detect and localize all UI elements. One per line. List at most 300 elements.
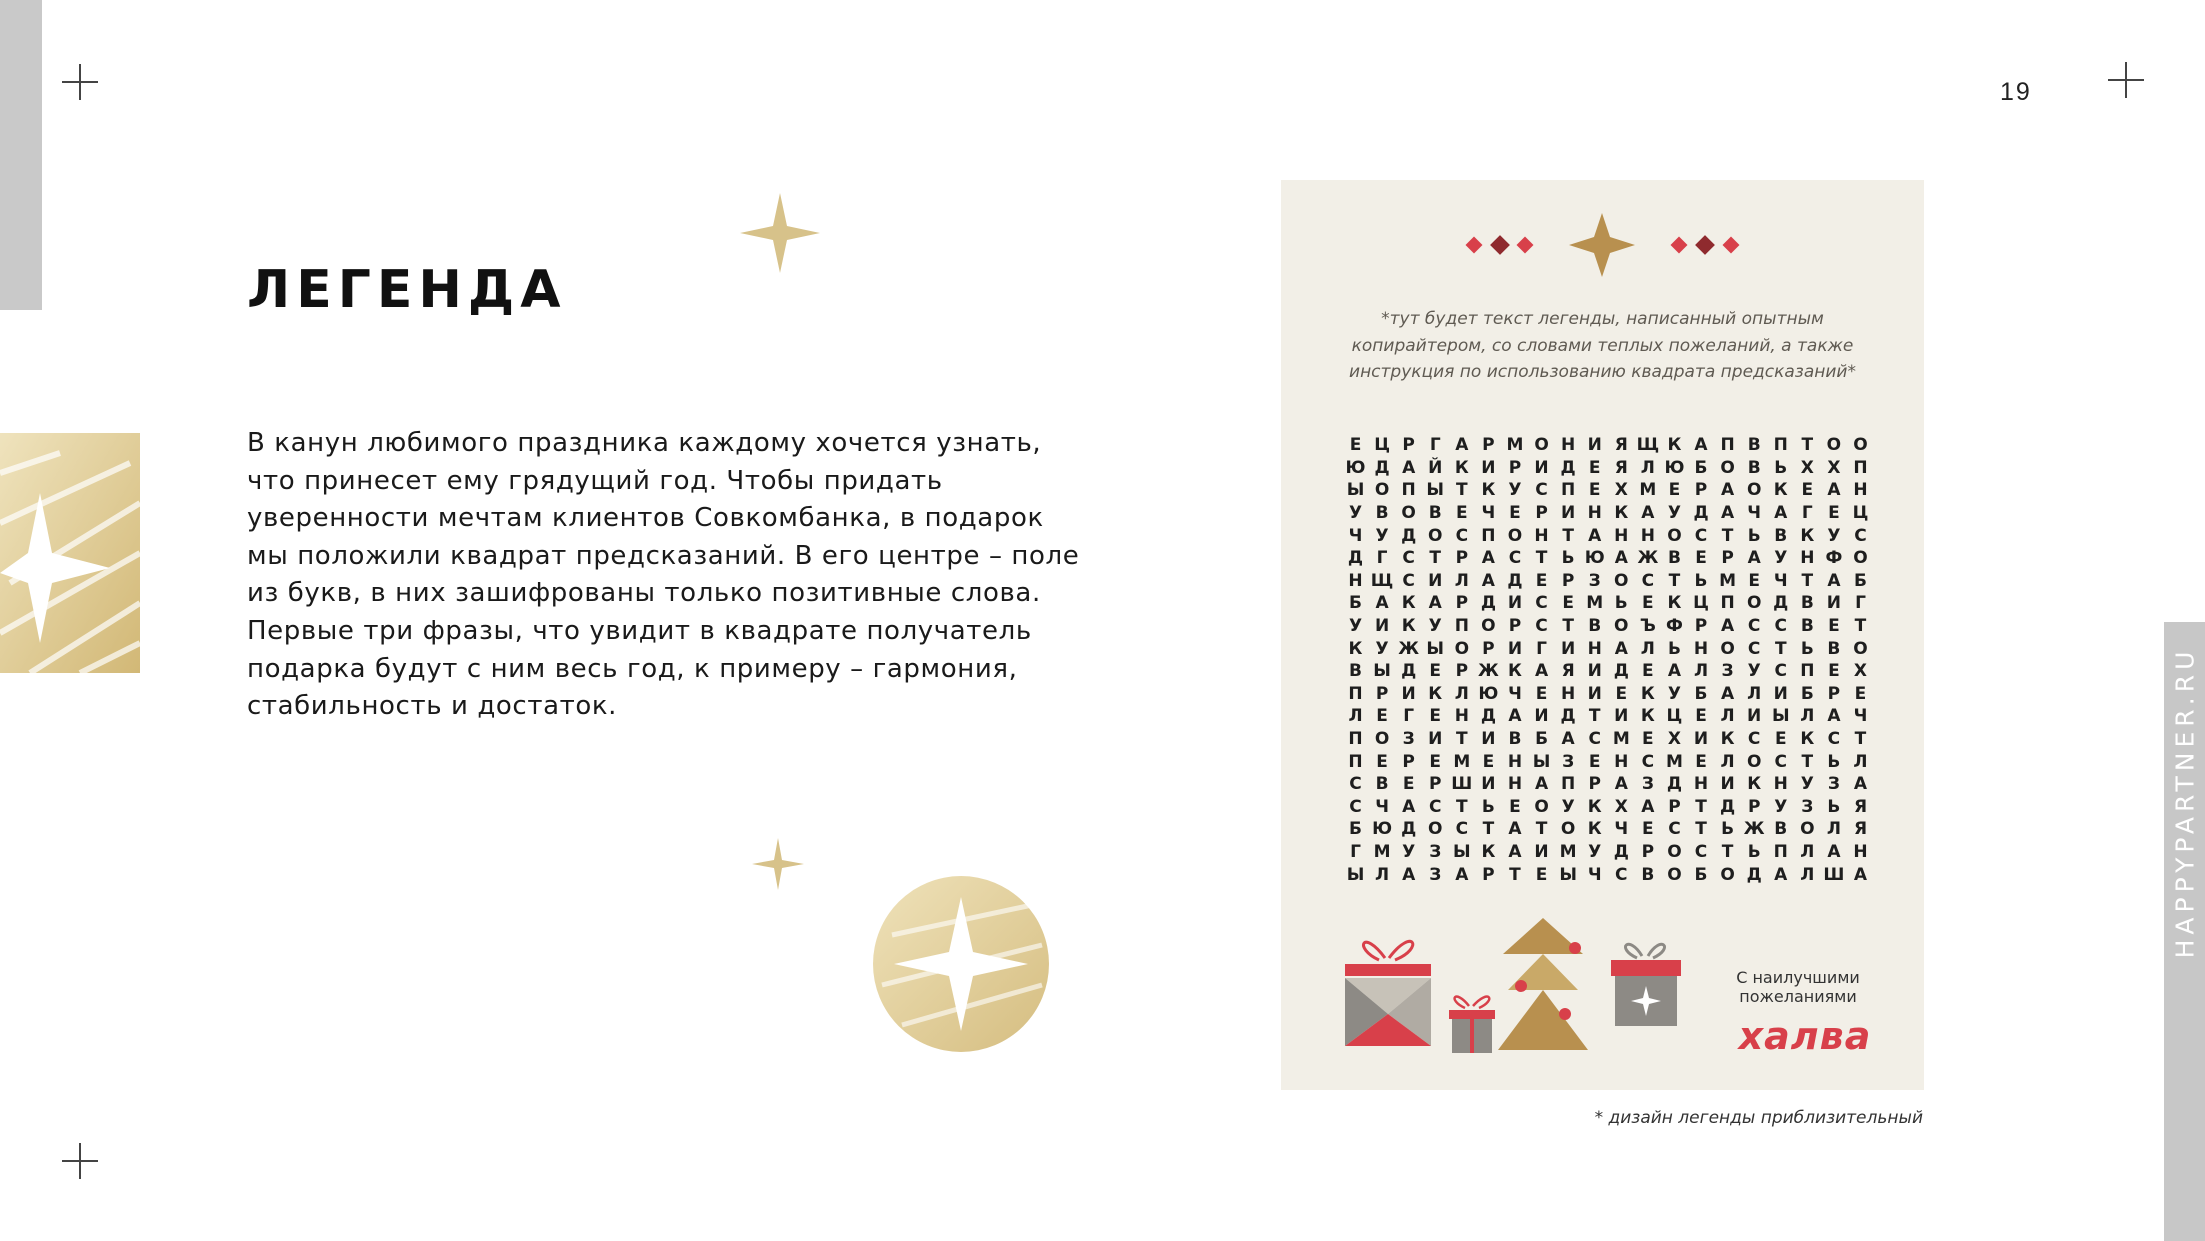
grid-letter: А (1508, 841, 1522, 862)
grid-letter: Ч (1348, 525, 1363, 546)
grid-letter: Р (1455, 593, 1469, 614)
grid-letter: Т (1562, 616, 1574, 637)
grid-letter: А (1375, 593, 1389, 614)
grid-letter: Ю (1664, 457, 1685, 478)
grid-letter: У (1375, 638, 1389, 659)
grid-letter: Ш (1451, 774, 1473, 795)
grid-letter: Т (1721, 841, 1734, 862)
grid-letter: Р (1641, 841, 1655, 862)
grid-letter: Ь (1667, 638, 1681, 659)
grid-letter: Р (1402, 435, 1415, 456)
grid-letter: Т (1509, 864, 1521, 885)
grid-letter: Л (1454, 683, 1469, 704)
grid-letter: Е (1429, 661, 1442, 682)
grid-letter: Р (1668, 796, 1681, 817)
grid-letter: Й (1428, 457, 1443, 478)
grid-letter: С (1668, 819, 1681, 840)
grid-letter: А (1641, 503, 1655, 524)
card-ornament (1455, 210, 1755, 280)
grid-letter: Е (1588, 457, 1601, 478)
grid-letter: С (1827, 729, 1841, 750)
grid-letter: Н (1614, 525, 1629, 546)
grid-letter: Д (1480, 706, 1496, 727)
grid-letter: Ц (1666, 706, 1683, 727)
grid-letter: Т (1854, 616, 1867, 637)
grid-letter: Д (1613, 661, 1629, 682)
grid-letter: И (1534, 706, 1549, 727)
grid-letter: У (1561, 796, 1575, 817)
grid-letter: Н (1587, 503, 1602, 524)
grid-letter: Е (1801, 480, 1814, 501)
grid-row (1343, 457, 1873, 480)
grid-letter: Р (1747, 796, 1761, 817)
grid-letter: Д (1720, 796, 1736, 817)
grid-letter: К (1614, 503, 1629, 524)
card-footnote: * дизайн легенды приблизительный (1594, 1108, 1923, 1128)
grid-letter: К (1454, 457, 1469, 478)
grid-letter: Т (1456, 796, 1468, 817)
grid-letter: И (1428, 570, 1443, 591)
grid-letter: Щ (1370, 570, 1394, 591)
grid-letter: Н (1773, 774, 1788, 795)
grid-letter: Н (1534, 525, 1549, 546)
grid-letter: Р (1482, 638, 1495, 659)
grid-letter: Л (1800, 841, 1815, 862)
grid-letter: О (1826, 435, 1842, 456)
grid-letter: В (1375, 774, 1389, 795)
grid-letter: Н (1853, 841, 1868, 862)
grid-letter: К (1587, 796, 1602, 817)
grid-letter: Е (1535, 683, 1548, 704)
left-edge-tab (0, 0, 42, 310)
grid-letter: Ц (1374, 435, 1390, 456)
grid-letter: Ы (1453, 841, 1471, 862)
grid-letter: П (1454, 616, 1469, 637)
grid-letter: Г (1536, 638, 1547, 659)
grid-letter: А (1588, 525, 1602, 546)
grid-letter: Н (1507, 751, 1523, 772)
grid-letter: Р (1429, 774, 1442, 795)
grid-letter: Е (1695, 751, 1707, 772)
grid-letter: А (1721, 683, 1735, 704)
grid-letter: Ю (1584, 548, 1605, 569)
grid-letter: Ч (1481, 503, 1496, 524)
section-heading: ЛЕГЕНДА (247, 260, 567, 320)
grid-letter: А (1534, 774, 1549, 795)
grid-letter: Р (1588, 774, 1601, 795)
grid-letter: Г (1350, 841, 1361, 862)
grid-letter: Т (1695, 819, 1707, 840)
grid-letter: И (1826, 593, 1842, 614)
grid-letter: В (1747, 435, 1761, 456)
grid-letter: Н (1693, 638, 1709, 659)
grid-letter: Л (1826, 819, 1841, 840)
grid-letter: О (1800, 819, 1815, 840)
grid-letter: М (1665, 751, 1683, 772)
grid-letter: Е (1828, 661, 1840, 682)
grid-letter: Е (1588, 751, 1601, 772)
grid-letter: Р (1827, 683, 1841, 704)
grid-letter: Д (1666, 774, 1682, 795)
grid-letter: Н (1348, 570, 1363, 591)
grid-row (1343, 592, 1873, 615)
grid-letter: К (1720, 729, 1735, 750)
card-wishes-text: С наилучшими пожеланиями (1736, 968, 1860, 1006)
grid-row (1343, 434, 1873, 457)
grid-letter: Г (1801, 503, 1813, 524)
grid-letter: О (1534, 796, 1549, 817)
grid-letter: А (1481, 570, 1495, 591)
card-intro-text: *тут будет текст легенды, написанный опытным копирайтером, со словами теплых пожеланий, а также инструкция по использованию квадрата предсказаний* (1349, 309, 1856, 382)
grid-letter: У (1375, 525, 1389, 546)
grid-letter: Л (1720, 706, 1735, 727)
grid-letter: З (1588, 570, 1601, 591)
grid-letter: Е (1828, 503, 1840, 524)
grid-letter: Д (1560, 457, 1576, 478)
grid-letter: Д (1693, 503, 1709, 524)
grid-letter: О (1746, 480, 1762, 501)
grid-letter: Е (1429, 706, 1442, 727)
grid-letter: Ы (1532, 751, 1551, 772)
grid-letter: А (1508, 706, 1522, 727)
grid-letter: М (1719, 570, 1737, 591)
grid-letter: Я (1561, 661, 1575, 682)
grid-row (1343, 615, 1873, 638)
grid-letter: В (1588, 616, 1602, 637)
grid-letter: П (1401, 480, 1416, 501)
grid-letter: У (1800, 774, 1814, 795)
grid-letter: И (1507, 638, 1523, 659)
grid-letter: У (1428, 616, 1442, 637)
grid-letter: Г (1403, 706, 1415, 727)
grid-row (1343, 479, 1873, 502)
grid-letter: О (1481, 616, 1496, 637)
grid-letter: А (1402, 457, 1416, 478)
grid-letter: С (1694, 525, 1708, 546)
grid-letter: Т (1774, 638, 1787, 659)
brand-url-text: HAPPYPARTNER.RU (2170, 646, 2199, 958)
grid-row (1343, 502, 1873, 525)
grid-letter: Х (1614, 796, 1628, 817)
grid-letter: М (1453, 751, 1471, 772)
grid-letter: Д (1347, 548, 1364, 569)
crop-mark-bottom-left (62, 1143, 98, 1179)
grid-letter: В (1428, 503, 1442, 524)
grid-letter: У (1827, 525, 1841, 546)
grid-letter: Я (1614, 435, 1628, 456)
grid-letter: Ж (1477, 661, 1499, 682)
grid-letter: Ч (1587, 864, 1602, 885)
grid-row (1343, 683, 1873, 706)
grid-letter: О (1374, 480, 1390, 501)
grid-letter: К (1587, 819, 1602, 840)
grid-letter: Е (1695, 548, 1707, 569)
grid-letter: Ь (1561, 548, 1575, 569)
grid-letter: Ю (1478, 683, 1499, 704)
grid-letter: Ь (1827, 796, 1841, 817)
brand-vertical-label[interactable] (2164, 622, 2205, 982)
grid-letter: Е (1376, 706, 1388, 727)
grid-letter: А (1481, 548, 1495, 569)
grid-letter: Т (1456, 729, 1468, 750)
grid-letter: Т (1854, 729, 1867, 750)
grid-letter: Р (1694, 616, 1708, 637)
grid-letter: Ы (1559, 864, 1577, 885)
grid-row (1343, 660, 1873, 683)
grid-letter: Е (1615, 683, 1628, 704)
grid-letter: С (1774, 616, 1787, 637)
grid-letter: Р (1455, 548, 1469, 569)
grid-letter: Р (1508, 457, 1522, 478)
grid-letter: Ц (1852, 503, 1869, 524)
grid-letter: Х (1800, 457, 1814, 478)
grid-letter: Ы (1426, 638, 1445, 659)
grid-letter: К (1640, 683, 1655, 704)
grid-row (1343, 863, 1873, 886)
grid-row (1343, 818, 1873, 841)
page-number: 19 (2000, 78, 2032, 106)
grid-letter: Ы (1771, 706, 1790, 727)
grid-letter: Е (1535, 864, 1548, 885)
grid-letter: А (1721, 616, 1735, 637)
grid-letter: З (1402, 729, 1415, 750)
grid-letter: М (1559, 841, 1577, 862)
grid-letter: М (1639, 480, 1657, 501)
grid-letter: П (1561, 774, 1576, 795)
grid-letter: Ф (1825, 548, 1843, 569)
grid-letter: Н (1693, 774, 1709, 795)
grid-letter: С (1641, 570, 1655, 591)
grid-letter: Ъ (1639, 616, 1656, 637)
grid-letter: С (1455, 819, 1469, 840)
grid-letter: Б (1349, 593, 1362, 614)
grid-letter: Л (1693, 661, 1709, 682)
grid-letter: И (1428, 729, 1443, 750)
grid-letter: И (1720, 774, 1735, 795)
grid-letter: С (1535, 616, 1548, 637)
grid-letter: О (1454, 638, 1470, 659)
grid-letter: О (1428, 819, 1443, 840)
grid-letter: А (1747, 548, 1761, 569)
grid-letter: А (1721, 480, 1735, 501)
grid-letter: К (1481, 841, 1496, 862)
grid-letter: С (1428, 796, 1442, 817)
grid-letter: Т (1801, 751, 1814, 772)
grid-letter: Н (1614, 751, 1629, 772)
grid-letter: Ь (1800, 638, 1814, 659)
grid-letter: И (1481, 774, 1496, 795)
grid-letter: Х (1667, 729, 1681, 750)
grid-letter: С (1535, 480, 1548, 501)
grid-letter: О (1720, 457, 1735, 478)
grid-letter: С (1615, 864, 1628, 885)
grid-letter: Е (1535, 570, 1548, 591)
grid-letter: У (1667, 683, 1681, 704)
gold-star-large-icon (740, 193, 820, 273)
grid-row (1343, 524, 1873, 547)
grid-letter: С (1694, 841, 1708, 862)
grid-letter: Д (1401, 661, 1417, 682)
grid-letter: Л (1747, 683, 1762, 704)
grid-letter: О (1507, 525, 1523, 546)
grid-row (1343, 750, 1873, 773)
grid-letter: З (1801, 796, 1814, 817)
grid-letter: Ы (1346, 864, 1365, 885)
grid-letter: А (1561, 729, 1575, 750)
grid-letter: Т (1482, 819, 1495, 840)
grid-letter: А (1402, 864, 1416, 885)
grid-letter: С (1747, 729, 1761, 750)
grid-letter: Е (1402, 774, 1415, 795)
grid-letter: А (1455, 435, 1469, 456)
grid-letter: О (1614, 570, 1629, 591)
grid-letter: Д (1773, 593, 1789, 614)
grid-letter: Ч (1747, 503, 1762, 524)
grid-letter: И (1561, 503, 1576, 524)
grid-letter: Л (1853, 751, 1868, 772)
grid-letter: Т (1562, 525, 1574, 546)
grid-letter: Е (1376, 751, 1388, 772)
grid-letter: Ь (1747, 525, 1761, 546)
grid-letter: У (1774, 548, 1788, 569)
grid-letter: В (1774, 819, 1788, 840)
grid-letter: Р (1455, 661, 1469, 682)
gifts-illustration (1343, 918, 1698, 1053)
grid-letter: К (1667, 593, 1682, 614)
grid-letter: Л (1454, 570, 1469, 591)
grid-letter: А (1641, 796, 1655, 817)
grid-letter: В (1508, 729, 1522, 750)
grid-letter: С (1641, 751, 1655, 772)
grid-letter: О (1720, 638, 1735, 659)
grid-letter: А (1614, 548, 1628, 569)
grid-letter: Л (1640, 638, 1655, 659)
body-paragraph: В канун любимого праздника каждому хочется узнать, что принесет ему грядущий год. Чтобы придать уверенности мечтам клиентов Совкомбанка, в подарок мы положили квадрат предсказаний. В его центре – поле из букв, в них зашифрованы только позитивные слова. Первые три фразы, что увидит в квадрате получатель подарка будут с ним весь год, к примеру – гармония, стабильность и достаток. (247, 428, 1080, 722)
grid-letter: У (1588, 841, 1602, 862)
grid-letter: П (1348, 683, 1363, 704)
grid-letter: Л (1640, 457, 1655, 478)
grid-letter: Ю (1345, 457, 1366, 478)
grid-letter: И (1481, 457, 1496, 478)
grid-row (1343, 637, 1873, 660)
grid-row (1343, 728, 1873, 751)
grid-letter: Т (1588, 706, 1601, 727)
grid-letter: З (1429, 841, 1442, 862)
grid-letter: П (1800, 661, 1815, 682)
grid-letter: М (1373, 841, 1391, 862)
grid-row (1343, 705, 1873, 728)
grid-letter: Е (1349, 435, 1362, 456)
grid-letter: О (1667, 864, 1682, 885)
grid-row (1343, 547, 1873, 570)
grid-letter: Е (1509, 796, 1521, 817)
grid-letter: А (1614, 774, 1628, 795)
grid-letter: В (1774, 525, 1788, 546)
grid-row (1343, 773, 1873, 796)
grid-letter: А (1774, 864, 1788, 885)
grid-letter: Ь (1827, 751, 1841, 772)
grid-letter: Я (1614, 457, 1628, 478)
grid-letter: Б (1694, 683, 1708, 704)
grid-letter: Ж (1743, 819, 1765, 840)
grid-letter: Г (1855, 593, 1866, 614)
grid-letter: Ь (1614, 593, 1628, 614)
grid-letter: Е (1828, 616, 1840, 637)
grid-letter: Т (1801, 435, 1814, 456)
grid-letter: М (1506, 435, 1524, 456)
grid-letter: К (1773, 480, 1788, 501)
grid-letter: Т (1535, 548, 1548, 569)
grid-letter: Е (1509, 503, 1521, 524)
grid-letter: Х (1827, 457, 1841, 478)
grid-letter: Р (1375, 683, 1389, 704)
grid-letter: Е (1695, 706, 1707, 727)
grid-letter: Е (1642, 729, 1654, 750)
grid-letter: Е (1588, 480, 1601, 501)
grid-letter: З (1562, 751, 1575, 772)
grid-letter: З (1641, 774, 1654, 795)
grid-letter: Т (1668, 570, 1681, 591)
grid-letter: В (1349, 661, 1362, 682)
grid-letter: Т (1456, 480, 1468, 501)
grid-letter: Н (1507, 774, 1523, 795)
grid-letter: Н (1561, 435, 1576, 456)
grid-letter: З (1721, 661, 1734, 682)
grid-letter: Х (1853, 661, 1868, 682)
grid-letter: В (1641, 864, 1655, 885)
grid-letter: П (1348, 729, 1363, 750)
grid-letter: П (1773, 841, 1788, 862)
grid-letter: Е (1668, 480, 1681, 501)
grid-letter: Я (1853, 819, 1868, 840)
grid-letter: С (1747, 616, 1761, 637)
grid-letter: Ч (1508, 683, 1522, 704)
grid-letter: О (1560, 819, 1576, 840)
grid-letter: А (1774, 503, 1788, 524)
grid-letter: У (1747, 661, 1761, 682)
grid-letter: Б (1694, 864, 1708, 885)
grid-letter: Л (1800, 706, 1815, 727)
grid-letter: К (1667, 435, 1682, 456)
grid-letter: А (1827, 841, 1841, 862)
grid-letter: А (1667, 661, 1682, 682)
grid-letter: Ч (1853, 706, 1868, 727)
grid-letter: Б (1694, 457, 1708, 478)
grid-letter: Р (1508, 616, 1522, 637)
grid-letter: К (1747, 774, 1762, 795)
grid-letter: И (1747, 706, 1762, 727)
grid-letter: Л (1800, 864, 1815, 885)
grid-letter: А (1827, 480, 1841, 501)
grid-letter: В (1800, 616, 1814, 637)
grid-letter: И (1561, 638, 1576, 659)
grid-letter: Р (1561, 570, 1575, 591)
grid-letter: И (1481, 729, 1496, 750)
grid-letter: Р (1482, 435, 1495, 456)
grid-letter: Б (1349, 819, 1362, 840)
grid-letter: Н (1454, 706, 1469, 727)
grid-letter: Ч (1614, 819, 1629, 840)
grid-letter: Л (1375, 864, 1390, 885)
grid-letter: Д (1507, 570, 1523, 591)
grid-letter: Д (1401, 525, 1417, 546)
grid-letter: И (1693, 729, 1709, 750)
grid-letter: П (1561, 480, 1576, 501)
crop-mark-top-left (62, 64, 98, 100)
grid-letter: И (1773, 683, 1788, 704)
grid-letter: Б (1535, 729, 1549, 750)
grid-letter: В (1800, 593, 1814, 614)
